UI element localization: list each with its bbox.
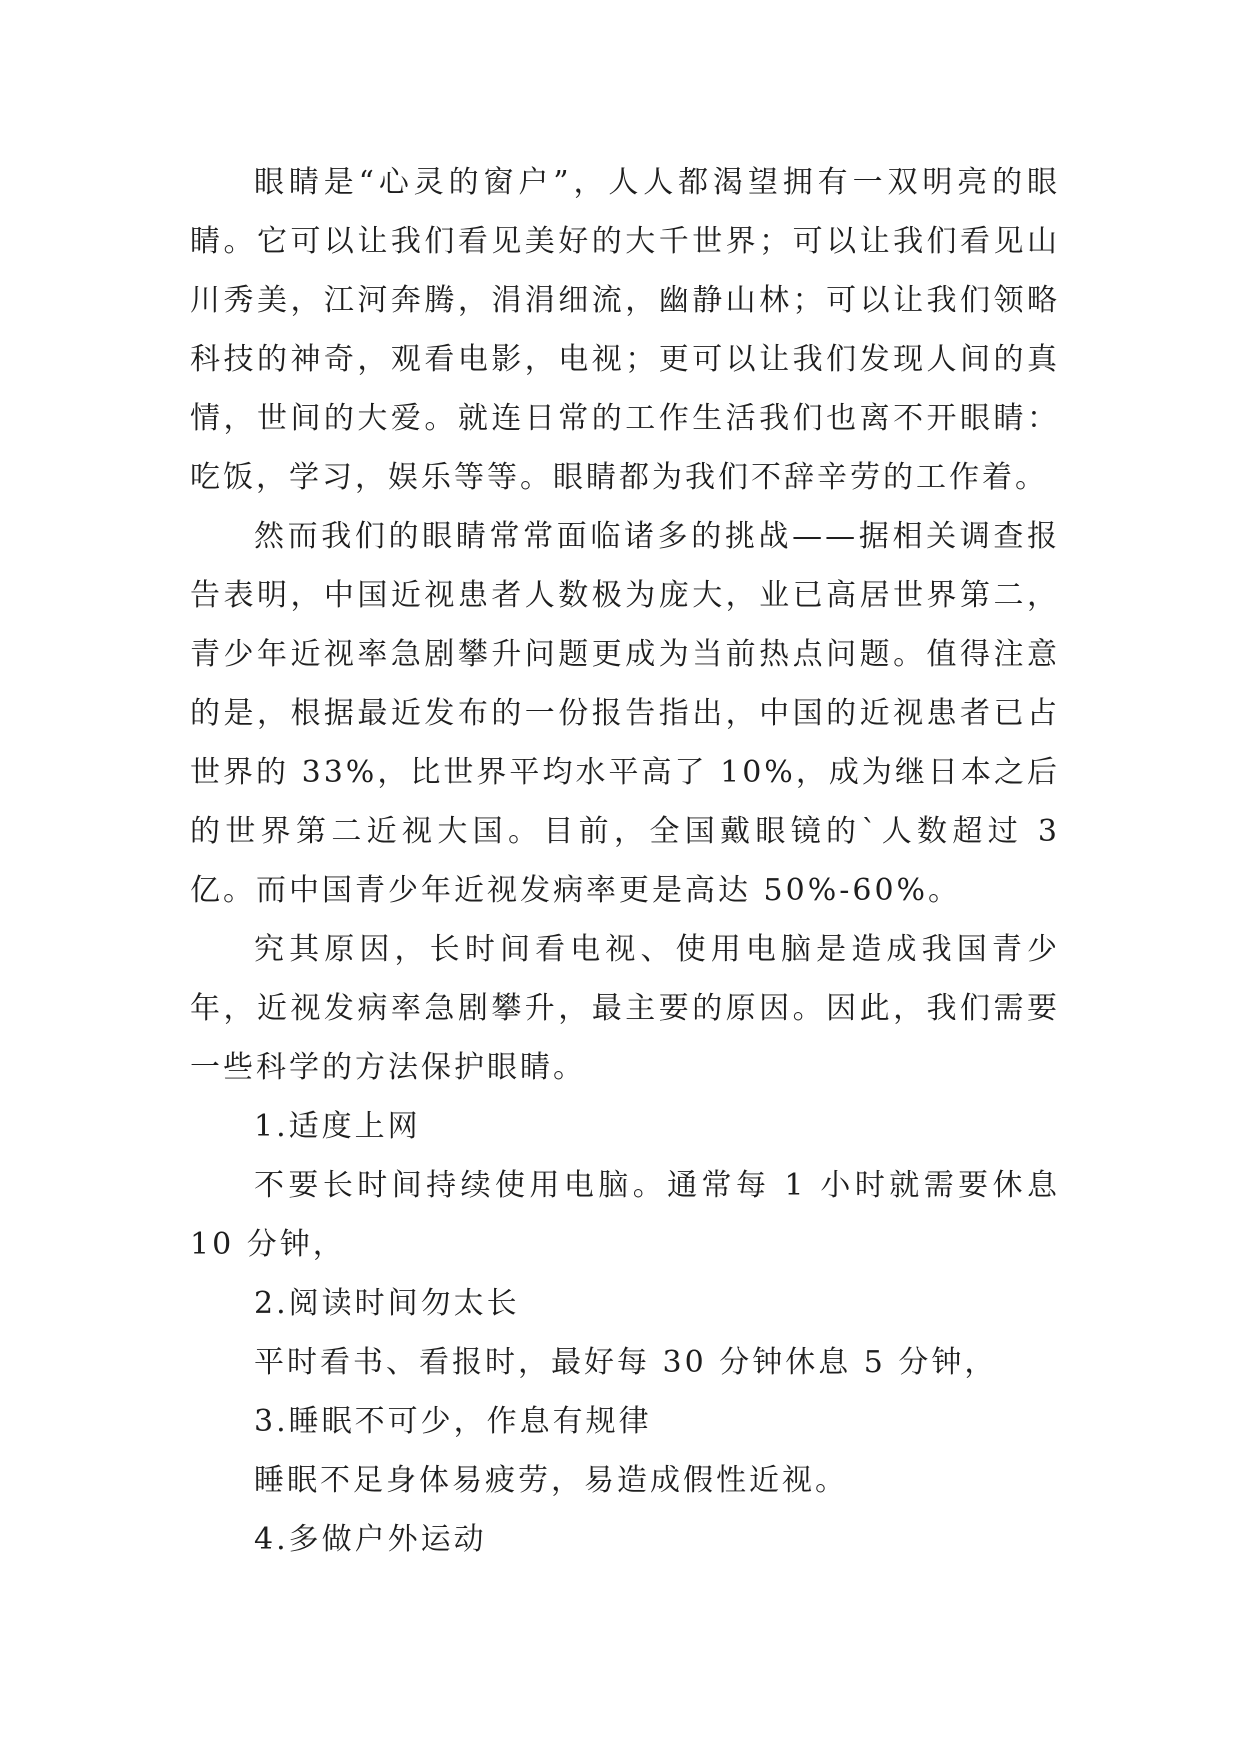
list-body-3: 睡眠不足身体易疲劳，易造成假性近视。 [254,1463,848,1498]
paragraph-statistics: 然而我们的眼睛常常面临诸多的挑战——据相关调查报告表明，中国近视患者人数极为庞大，业已高居世界第二，青少年近视率急剧攀升问题更成为当前热点问题。值得注意的是，根据最近发布的一份报告指出，中国的近视患者已占世界的 33%，比世界平均水平高了 10%，成为继日本之后的世界第二近视大国。目前，全国戴眼镜的`人数超过 3 亿。而中国青少年近视发病率更是高达 50%-60%。 [190,519,1060,908]
list-heading-1: 1.适度上网 [254,1109,421,1144]
list-heading-2: 2.阅读时间勿太长 [254,1286,520,1321]
paragraph-intro: 眼睛是“心灵的窗户”，人人都渴望拥有一双明亮的眼睛。它可以让我们看见美好的大千世界；可以让我们看见山川秀美，江河奔腾，涓涓细流，幽静山林；可以让我们领略科技的神奇，观看电影，电视；更可以让我们发现人间的真情，世间的大爱。就连日常的工作生活我们也离不开眼睛：吃饭，学习，娱乐等等。眼睛都为我们不辞辛劳的工作着。 [190,165,1060,495]
list-body-1: 不要长时间持续使用电脑。通常每 1 小时就需要休息 10 分钟， [190,1168,1060,1262]
document-body [190,153,1060,1569]
list-heading-4: 4.多做户外运动 [254,1522,487,1557]
list-heading-3: 3.睡眠不可少，作息有规律 [254,1404,652,1439]
list-body-2: 平时看书、看报时，最好每 30 分钟休息 5 分钟， [254,1345,998,1380]
paragraph-causes: 究其原因，长时间看电视、使用电脑是造成我国青少年，近视发病率急剧攀升，最主要的原因。因此，我们需要一些科学的方法保护眼睛。 [190,932,1060,1085]
